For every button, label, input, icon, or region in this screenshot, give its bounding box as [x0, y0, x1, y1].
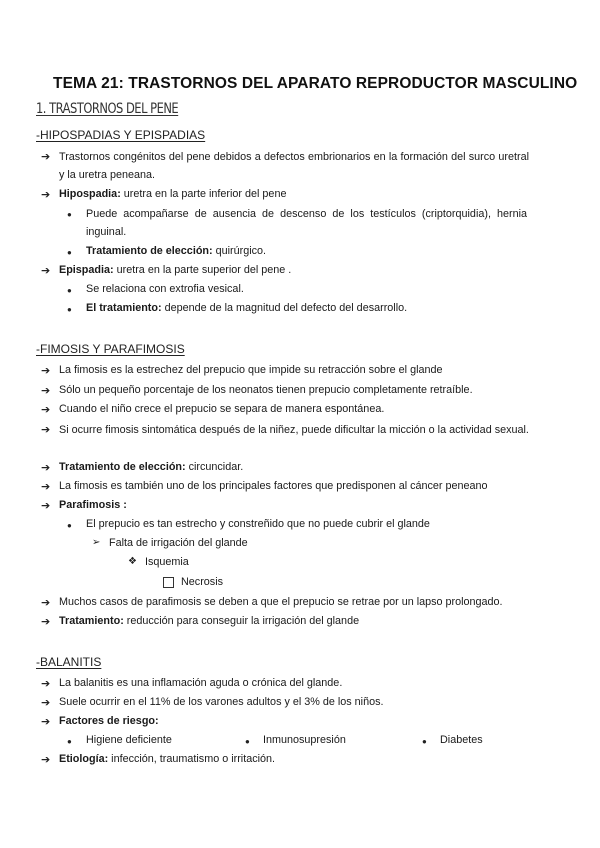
arrow-bullet-icon: ➔: [41, 754, 51, 766]
dot-bullet-icon: ●: [67, 286, 72, 295]
arrow-bullet-icon: ➔: [41, 365, 51, 377]
heading-fimosis: -FIMOSIS Y PARAFIMOSIS: [36, 342, 185, 356]
list-item: Isquemia: [145, 556, 189, 568]
epispadia-text: uretra en la parte superior del pene .: [113, 264, 292, 276]
heading-balanitis: -BALANITIS: [36, 655, 102, 669]
arrow-bullet-icon: ➔: [41, 265, 51, 277]
list-item: Inmunosupresión: [263, 734, 346, 746]
list-item: Si ocurre fimosis sintomática después de la niñez, puede dificultar la micción o la actividad sexual.: [59, 424, 529, 436]
arrow-bullet-icon: ➔: [41, 481, 51, 493]
diamond-bullet-icon: ❖: [128, 556, 137, 567]
tratamiento-label: Tratamiento de elección:: [86, 245, 213, 257]
list-item: Necrosis: [181, 576, 223, 588]
el-tratamiento-text: depende de la magnitud del defecto del desarrollo.: [161, 302, 408, 314]
arrow-bullet-icon: ➔: [41, 500, 51, 512]
arrow-bullet-icon: ➔: [41, 462, 51, 474]
list-item: [59, 615, 359, 628]
list-item: [59, 264, 291, 277]
factores-riesgo-label: Factores de riesgo:: [59, 715, 159, 727]
tratamiento-eleccion-text: circuncidar.: [185, 461, 244, 473]
page-title: TEMA 21: TRASTORNOS DEL APARATO REPRODUCTOR MASCULINO: [53, 75, 578, 92]
list-item: Cuando el niño crece el prepucio se separa de manera espontánea.: [59, 403, 385, 415]
list-item: Suele ocurrir en el 11% de los varones adultos y el 3% de los niños.: [59, 696, 384, 708]
list-item: [59, 753, 275, 766]
list-item: Muchos casos de parafimosis se deben a que el prepucio se retrae por un lapso prolongado.: [59, 596, 503, 608]
arrow-bullet-icon: ➔: [41, 189, 51, 201]
list-item: Puede acompañarse de ausencia de descenso de los testículos (criptorquidia), hernia inguinal.: [86, 208, 527, 238]
dot-bullet-icon: ●: [67, 210, 72, 219]
dot-bullet-icon: ●: [245, 737, 250, 746]
etiologia-label: Etiología:: [59, 753, 109, 765]
list-item: Higiene deficiente: [86, 734, 172, 746]
list-item: Sólo un pequeño porcentaje de los neonatos tienen prepucio completamente retraíble.: [59, 384, 473, 396]
arrow-bullet-icon: ➔: [41, 424, 51, 436]
list-item: Falta de irrigación del glande: [109, 537, 248, 549]
arrow-bullet-icon: ➔: [41, 151, 51, 163]
list-item: La balanitis es una inflamación aguda o crónica del glande.: [59, 677, 343, 689]
dot-bullet-icon: ●: [67, 521, 72, 530]
arrow-bullet-icon: ➔: [41, 697, 51, 709]
el-tratamiento-label: El tratamiento:: [86, 302, 162, 314]
hipospadia-label: Hipospadia:: [59, 188, 121, 200]
chevron-bullet-icon: ➢: [92, 537, 101, 548]
tratamiento-eleccion-label: Tratamiento de elección:: [59, 461, 186, 473]
list-item: La fimosis es también uno de los principales factores que predisponen al cáncer peneano: [59, 480, 488, 492]
list-item: [86, 302, 407, 315]
dot-bullet-icon: ●: [67, 737, 72, 746]
list-item: El prepucio es tan estrecho y constreñido que no puede cubrir el glande: [86, 518, 430, 530]
list-item: [59, 188, 286, 201]
arrow-bullet-icon: ➔: [41, 385, 51, 397]
parafimosis-label: Parafimosis :: [59, 499, 127, 511]
list-item: Diabetes: [440, 734, 483, 746]
epispadia-label: Epispadia:: [59, 264, 114, 276]
heading-hipospadias: -HIPOSPADIAS Y EPISPADIAS: [36, 128, 206, 142]
dot-bullet-icon: ●: [67, 305, 72, 314]
hipospadia-text: uretra en la parte inferior del pene: [120, 188, 287, 200]
list-item: Se relaciona con extrofia vesical.: [86, 283, 244, 295]
arrow-bullet-icon: ➔: [41, 404, 51, 416]
list-item: [86, 245, 266, 258]
arrow-bullet-icon: ➔: [41, 678, 51, 690]
tratamiento-label: Tratamiento:: [59, 615, 124, 627]
arrow-bullet-icon: ➔: [41, 597, 51, 609]
etiologia-text: infección, traumatismo o irritación.: [108, 753, 276, 765]
section-subtitle: 1. TRASTORNOS DEL PENE: [36, 101, 179, 117]
dot-bullet-icon: ●: [422, 737, 427, 746]
list-item: Trastornos congénitos del pene debidos a defectos embrionarios en la formación del surco uretral y la uretra peneana.: [59, 151, 529, 181]
tratamiento-text: reducción para conseguir la irrigación del glande: [123, 615, 360, 627]
arrow-bullet-icon: ➔: [41, 616, 51, 628]
arrow-bullet-icon: ➔: [41, 716, 51, 728]
list-item: [59, 461, 243, 474]
checkbox-icon: [163, 577, 174, 588]
list-item: La fimosis es la estrechez del prepucio que impide su retracción sobre el glande: [59, 364, 443, 376]
dot-bullet-icon: ●: [67, 248, 72, 257]
tratamiento-text: quirúrgico.: [212, 245, 267, 257]
